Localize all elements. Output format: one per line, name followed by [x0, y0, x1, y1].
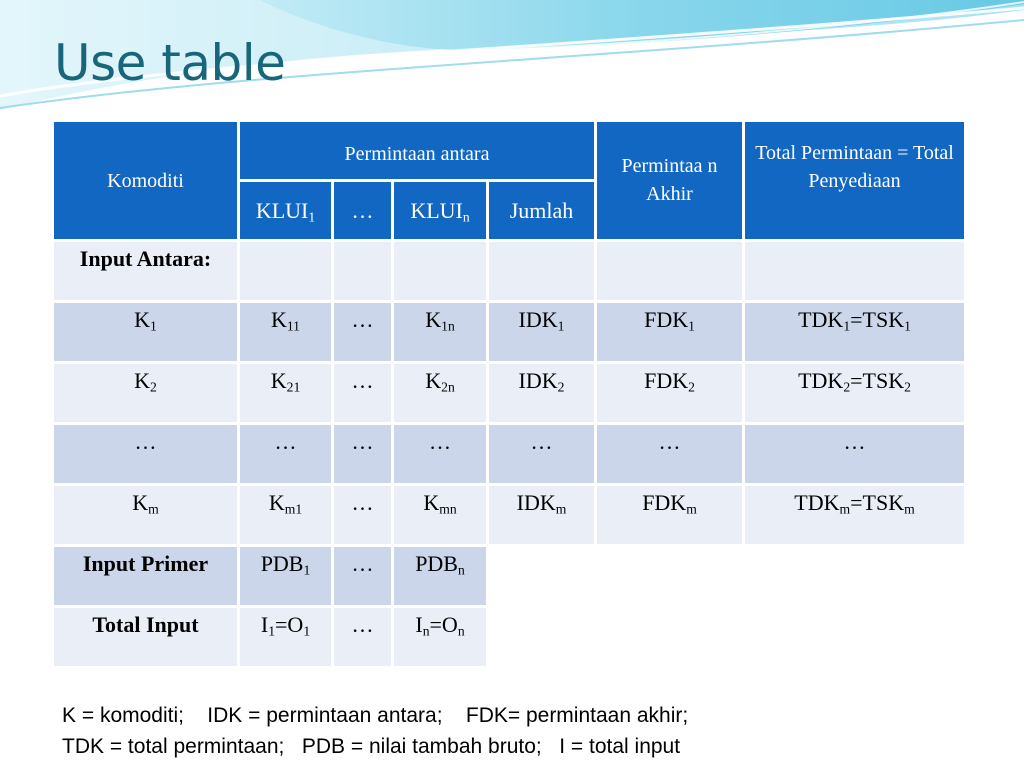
cell-k1n: $K_{1n}$ — [393, 302, 488, 363]
cell-fdkm: $FDK_m$ — [596, 485, 744, 546]
cell-idk1: $IDK_1$ — [488, 302, 596, 363]
cell-dots: … — [53, 424, 239, 485]
legend-line-1: K = komoditi; IDK = permintaan antara; FDK= permintaan akhir; — [62, 704, 689, 727]
table-row — [53, 485, 966, 546]
cell-fdk1: $FDK_1$ — [596, 302, 744, 363]
cell-empty — [333, 241, 393, 302]
row-label-total-input: Total Input — [53, 607, 239, 668]
header-permintaan-antara: Permintaan antara — [239, 121, 596, 181]
cell-tdkm: $TDK_m=TSK_m$ — [744, 485, 966, 546]
cell-dots: … — [333, 363, 393, 424]
cell-dots: … — [488, 424, 596, 485]
cell-dots: … — [333, 607, 393, 668]
cell-idkm: $IDK_m$ — [488, 485, 596, 546]
cell-tdk1: $TDK_1=TSK_1$ — [744, 302, 966, 363]
table-row — [53, 546, 966, 607]
cell-empty — [239, 241, 333, 302]
cell-pdb1: $PDB_1$ — [239, 546, 333, 607]
cell-dots: … — [239, 424, 333, 485]
table-row — [53, 424, 966, 485]
cell-i1-o1: $I_1=O_1$ — [239, 607, 333, 668]
slide-title: Use table — [54, 34, 286, 92]
table-row — [53, 241, 966, 302]
cell-pdbn: $PDB_n$ — [393, 546, 488, 607]
cell-dots: … — [744, 424, 966, 485]
table-row — [53, 363, 966, 424]
cell-tdk2: $TDK_2=TSK_2$ — [744, 363, 966, 424]
cell-empty — [393, 241, 488, 302]
header-total-permintaan: Total Permintaan = Total Penyediaan — [744, 121, 966, 241]
cell-dots: … — [333, 485, 393, 546]
row-label-km: $K_m$ — [53, 485, 239, 546]
row-label-input-antara: Input Antara: — [53, 241, 239, 302]
cell-dots: … — [596, 424, 744, 485]
table-row — [53, 607, 966, 668]
cell-dots: … — [333, 302, 393, 363]
cell-empty — [488, 241, 596, 302]
cell-idk2: $IDK_2$ — [488, 363, 596, 424]
use-table — [51, 119, 967, 669]
row-label-input-primer: Input Primer — [53, 546, 239, 607]
header-jumlah: Jumlah — [488, 181, 596, 241]
header-klui-n: $KLUI_n$ — [393, 181, 488, 241]
cell-empty — [596, 241, 744, 302]
table-row — [53, 302, 966, 363]
legend — [62, 700, 688, 762]
cell-kmn: $K_{mn}$ — [393, 485, 488, 546]
cell-k11: $K_{11}$ — [239, 302, 333, 363]
cell-blank — [488, 546, 966, 607]
cell-k2n: $K_{2n}$ — [393, 363, 488, 424]
cell-dots: … — [333, 424, 393, 485]
cell-blank — [488, 607, 966, 668]
legend-line-2: TDK = total permintaan; PDB = nilai tambah bruto; I = total input — [62, 735, 681, 758]
cell-dots: … — [333, 546, 393, 607]
header-komoditi: Komoditi — [53, 121, 239, 241]
row-label-k2: $K_2$ — [53, 363, 239, 424]
cell-dots: … — [393, 424, 488, 485]
cell-in-on: $I_n=O_n$ — [393, 607, 488, 668]
cell-km1: $K_{m1}$ — [239, 485, 333, 546]
header-permintaan-akhir: Permintaa n Akhir — [596, 121, 744, 241]
cell-empty — [744, 241, 966, 302]
row-label-k1: $K_1$ — [53, 302, 239, 363]
cell-fdk2: $FDK_2$ — [596, 363, 744, 424]
header-dots: … — [333, 181, 393, 241]
cell-k21: $K_{21}$ — [239, 363, 333, 424]
header-klui-1: $KLUI_1$ — [239, 181, 333, 241]
